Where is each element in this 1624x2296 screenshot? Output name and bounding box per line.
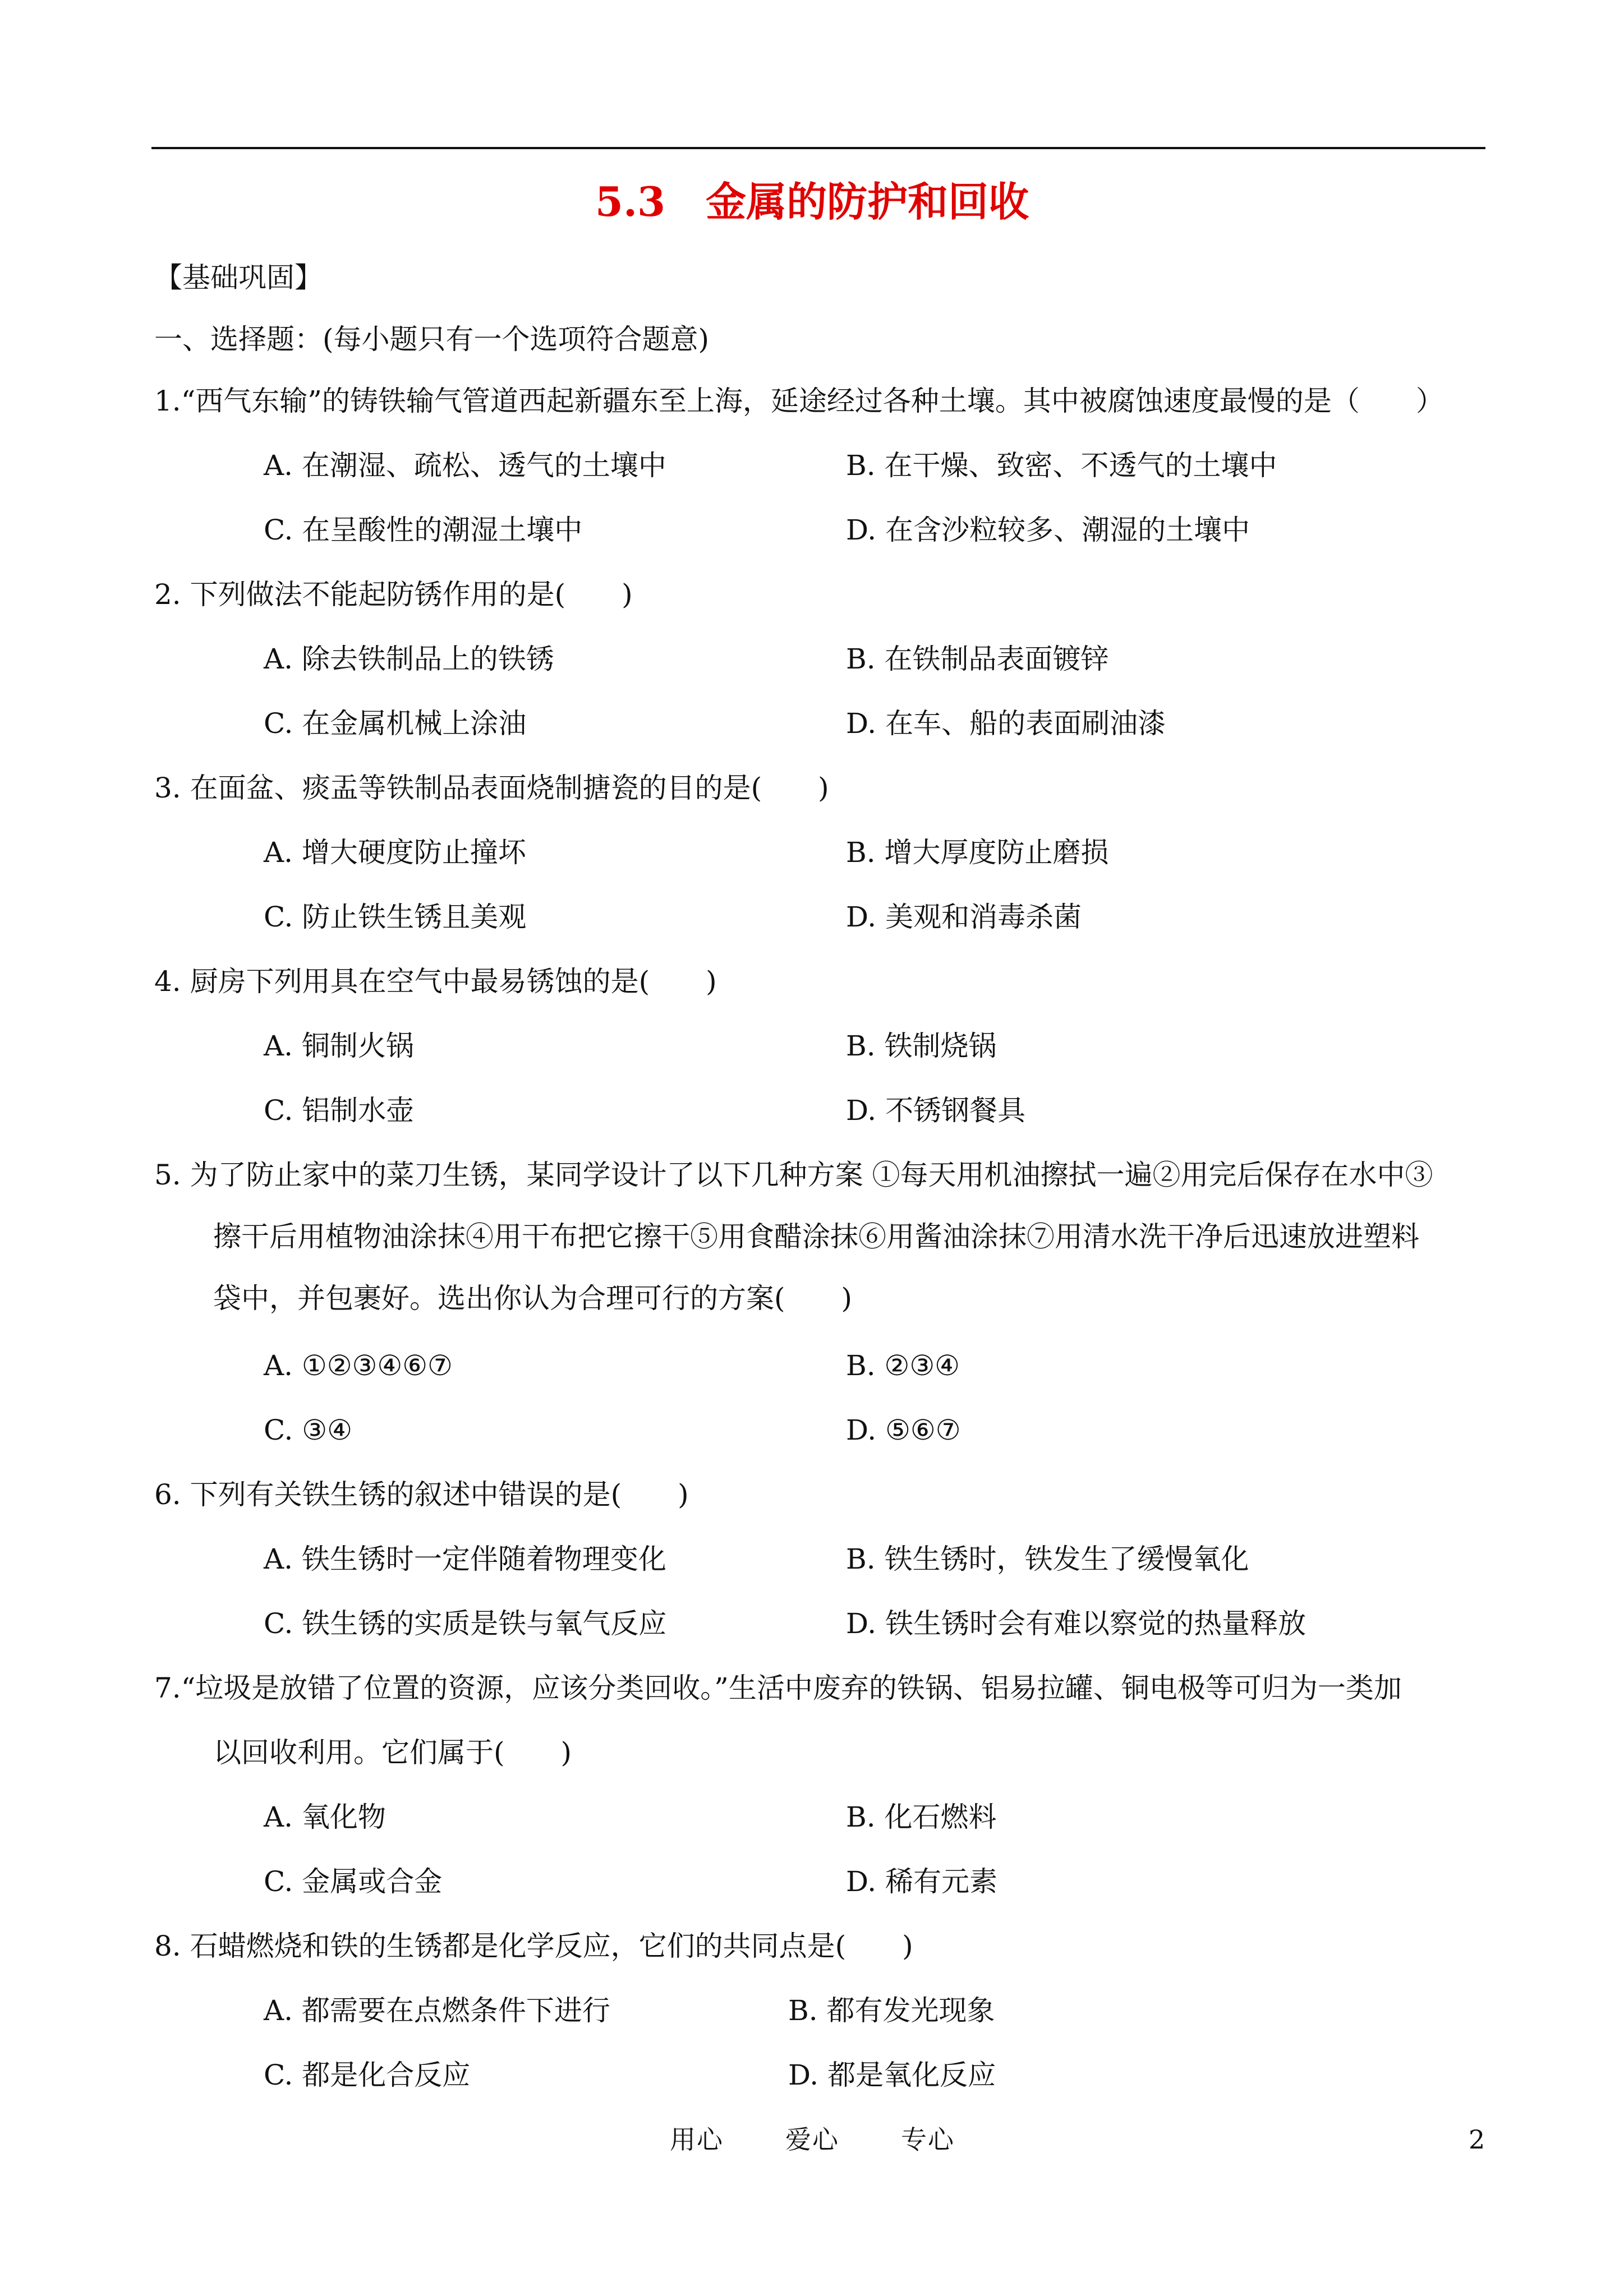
question-4-option-b: B. 铁制烧锅 [846,1030,997,1062]
question-8-option-a: A. 都需要在点燃条件下进行 [264,1994,610,2027]
question-5-stem-line-2: 擦干后用植物油涂抹④用干布把它擦干⑤用食醋涂抹⑥用酱油涂抹⑦用清水洗干净后迅速放进塑料 [213,1220,1419,1253]
question-3-option-c: C. 防止铁生锈且美观 [264,901,527,933]
footer-motto [670,2120,955,2159]
question-2-option-c: C. 在金属机械上涂油 [264,707,527,740]
question-1-option-b: B. 在干燥、致密、不透气的土壤中 [846,449,1277,482]
question-1-option-a: A. 在潮湿、疏松、透气的土壤中 [264,449,666,482]
question-4-option-d: D. 不锈钢餐具 [846,1094,1026,1127]
footer-motto-2: 爱心 [785,2124,839,2155]
question-7-option-c: C. 金属或合金 [264,1865,443,1898]
question-5-option-c: C. ③④ [264,1414,352,1446]
question-7-stem: 7.“垃圾是放错了位置的资源，应该分类回收。”生活中废弃的铁锅、铝易拉罐、铜电极等可归为一类加 [154,1672,1402,1704]
question-7-option-b: B. 化石燃料 [846,1801,997,1833]
question-6-stem: 6. 下列有关铁生锈的叙述中错误的是( ) [154,1478,689,1511]
question-6-option-b: B. 铁生锈时，铁发生了缓慢氧化 [846,1543,1249,1575]
question-8-option-c: C. 都是化合反应 [264,2059,471,2091]
question-8-stem: 8. 石蜡燃烧和铁的生锈都是化学反应，它们的共同点是( ) [154,1930,913,1962]
question-2-option-b: B. 在铁制品表面镀锌 [846,643,1109,675]
question-5-option-a: A. ①②③④⑥⑦ [264,1349,453,1382]
question-7-option-a: A. 氧化物 [264,1801,386,1833]
question-2-option-d: D. 在车、船的表面刷油漆 [846,707,1166,740]
question-4-stem: 4. 厨房下列用具在空气中最易锈蚀的是( ) [154,965,717,998]
question-6-option-a: A. 铁生锈时一定伴随着物理变化 [264,1543,666,1575]
part-heading: 一、选择题：(每小题只有一个选项符合题意) [154,323,710,356]
question-5-option-b: B. ②③④ [846,1349,960,1382]
question-2-stem: 2. 下列做法不能起防锈作用的是( ) [154,578,633,611]
section-heading: 【基础巩固】 [154,261,323,294]
question-2-option-a: A. 除去铁制品上的铁锈 [264,643,554,675]
question-3-option-d: D. 美观和消毒杀菌 [846,901,1082,933]
page-number: 2 [1469,2124,1485,2155]
question-4-option-a: A. 铜制火锅 [264,1030,414,1062]
question-6-option-d: D. 铁生锈时会有难以察觉的热量释放 [846,1607,1306,1640]
page-title: 5.3 金属的防护和回收 [595,178,1029,225]
question-7-option-d: D. 稀有元素 [846,1865,998,1898]
question-3-option-b: B. 增大厚度防止磨损 [846,836,1109,869]
header-rule [151,147,1485,149]
footer-motto-1: 用心 [670,2124,724,2155]
question-5-option-d: D. ⑤⑥⑦ [846,1414,961,1446]
question-5-stem: 5. 为了防止家中的菜刀生锈，某同学设计了以下几种方案 ①每天用机油擦拭一遍②用完后保存在水中③ [154,1159,1433,1191]
question-5-stem-line-3: 袋中，并包裹好。选出你认为合理可行的方案( ) [213,1282,853,1315]
question-1-option-c: C. 在呈酸性的潮湿土壤中 [264,514,583,546]
question-7-stem-line-2: 以回收利用。它们属于( ) [213,1736,572,1769]
question-3-stem: 3. 在面盆、痰盂等铁制品表面烧制搪瓷的目的是( ) [154,772,829,804]
question-3-option-a: A. 增大硬度防止撞坏 [264,836,526,869]
question-4-option-c: C. 铝制水壶 [264,1094,415,1127]
footer-motto-3: 专心 [901,2124,955,2155]
question-8-option-b: B. 都有发光现象 [788,1994,995,2027]
question-8-option-d: D. 都是氧化反应 [788,2059,996,2091]
question-1-stem: 1.“西气东输”的铸铁输气管道西起新疆东至上海，延途经过各种土壤。其中被腐蚀速度最慢的是（ ） [154,385,1444,417]
question-1-option-d: D. 在含沙粒较多、潮湿的土壤中 [846,514,1250,546]
question-6-option-c: C. 铁生锈的实质是铁与氧气反应 [264,1607,667,1640]
